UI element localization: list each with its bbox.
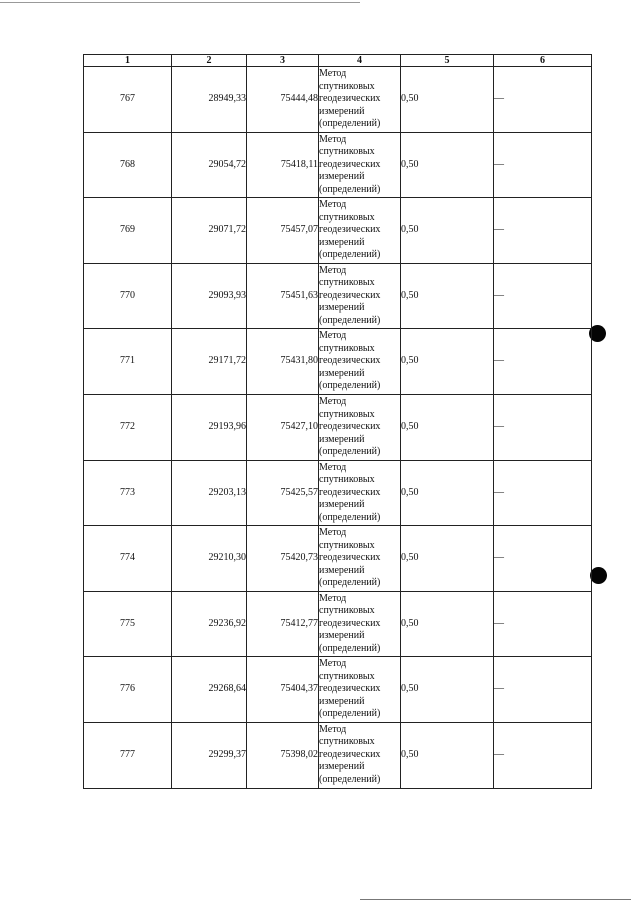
table-header-row: [84, 55, 592, 67]
x-coordinate-cell: 29093,93: [172, 263, 247, 329]
y-coordinate-cell: 75431,80: [247, 329, 319, 395]
note-cell: —: [494, 263, 592, 329]
method-cell: [319, 263, 401, 329]
method-cell: [319, 198, 401, 264]
point-number-cell: 770: [84, 263, 172, 329]
point-number-cell: 769: [84, 198, 172, 264]
method-text-line: (определений): [319, 773, 381, 785]
method-text-line: (определений): [319, 446, 381, 458]
column-header-6: 6: [494, 55, 592, 67]
x-coordinate-cell: 28949,33: [172, 67, 247, 133]
method-text-line: Метод: [319, 199, 347, 211]
method-text-line: спутниковых: [319, 474, 375, 486]
method-cell: [319, 67, 401, 133]
point-number-cell: 777: [84, 722, 172, 788]
accuracy-cell: 0,50: [401, 132, 494, 198]
table-body: [84, 67, 592, 789]
y-coordinate-cell: 75404,37: [247, 657, 319, 723]
coordinates-table: [83, 54, 592, 789]
point-number-cell: 775: [84, 591, 172, 657]
point-number-cell: 771: [84, 329, 172, 395]
method-text-line: Метод: [319, 396, 347, 408]
method-text-line: измерений: [319, 564, 365, 576]
method-text-line: Метод: [319, 592, 347, 604]
method-text-line: измерений: [319, 105, 365, 117]
method-text-line: измерений: [319, 433, 365, 445]
y-coordinate-cell: 75444,48: [247, 67, 319, 133]
y-coordinate-cell: 75427,10: [247, 394, 319, 460]
method-text-line: геодезических: [319, 748, 381, 760]
method-text-line: Метод: [319, 264, 347, 276]
method-text-line: геодезических: [319, 355, 381, 367]
point-number-cell: 772: [84, 394, 172, 460]
accuracy-cell: 0,50: [401, 722, 494, 788]
method-text-line: измерений: [319, 236, 365, 248]
x-coordinate-cell: 29071,72: [172, 198, 247, 264]
table-row: [84, 657, 592, 723]
note-cell: —: [494, 329, 592, 395]
method-text-line: измерений: [319, 171, 365, 183]
method-cell: [319, 591, 401, 657]
method-text-line: спутниковых: [319, 80, 375, 92]
method-text-line: (определений): [319, 118, 381, 130]
punch-hole-icon: [590, 567, 607, 584]
method-text-line: спутниковых: [319, 670, 375, 682]
accuracy-cell: 0,50: [401, 263, 494, 329]
method-text-line: (определений): [319, 577, 381, 589]
y-coordinate-cell: 75451,63: [247, 263, 319, 329]
method-text-line: измерений: [319, 630, 365, 642]
note-cell: —: [494, 132, 592, 198]
method-text-line: спутниковых: [319, 146, 375, 158]
method-text-line: геодезических: [319, 224, 381, 236]
method-text-line: (определений): [319, 642, 381, 654]
method-text-line: (определений): [319, 314, 381, 326]
method-text-line: спутниковых: [319, 408, 375, 420]
method-text-line: Метод: [319, 461, 347, 473]
method-text-line: геодезических: [319, 289, 381, 301]
note-cell: —: [494, 67, 592, 133]
method-text-line: спутниковых: [319, 211, 375, 223]
note-cell: —: [494, 526, 592, 592]
column-header-4: 4: [319, 55, 401, 67]
method-text-line: (определений): [319, 183, 381, 195]
table-row: [84, 526, 592, 592]
method-text-line: спутниковых: [319, 277, 375, 289]
table-row: [84, 394, 592, 460]
accuracy-cell: 0,50: [401, 329, 494, 395]
scan-edge-line-bottom: [360, 899, 631, 900]
note-cell: —: [494, 722, 592, 788]
method-text-line: геодезических: [319, 158, 381, 170]
method-text-line: Метод: [319, 658, 347, 670]
method-text-line: измерений: [319, 499, 365, 511]
accuracy-cell: 0,50: [401, 394, 494, 460]
y-coordinate-cell: 75420,73: [247, 526, 319, 592]
method-text-line: спутниковых: [319, 736, 375, 748]
method-text-line: Метод: [319, 133, 347, 145]
accuracy-cell: 0,50: [401, 67, 494, 133]
method-text-line: измерений: [319, 761, 365, 773]
table-row: [84, 591, 592, 657]
method-cell: [319, 657, 401, 723]
table-row: [84, 460, 592, 526]
accuracy-cell: 0,50: [401, 460, 494, 526]
method-text-line: измерений: [319, 302, 365, 314]
y-coordinate-cell: 75425,57: [247, 460, 319, 526]
method-text-line: спутниковых: [319, 605, 375, 617]
table-row: [84, 263, 592, 329]
x-coordinate-cell: 29299,37: [172, 722, 247, 788]
note-cell: —: [494, 657, 592, 723]
accuracy-cell: 0,50: [401, 591, 494, 657]
method-text-line: (определений): [319, 511, 381, 523]
method-cell: [319, 329, 401, 395]
method-text-line: Метод: [319, 527, 347, 539]
x-coordinate-cell: 29236,92: [172, 591, 247, 657]
x-coordinate-cell: 29203,13: [172, 460, 247, 526]
method-cell: [319, 722, 401, 788]
x-coordinate-cell: 29268,64: [172, 657, 247, 723]
point-number-cell: 776: [84, 657, 172, 723]
table-row: [84, 67, 592, 133]
method-cell: [319, 394, 401, 460]
method-text-line: Метод: [319, 723, 347, 735]
column-header-2: 2: [172, 55, 247, 67]
method-text-line: спутниковых: [319, 342, 375, 354]
accuracy-cell: 0,50: [401, 526, 494, 592]
method-text-line: (определений): [319, 380, 381, 392]
x-coordinate-cell: 29193,96: [172, 394, 247, 460]
column-header-5: 5: [401, 55, 494, 67]
method-text-line: геодезических: [319, 617, 381, 629]
point-number-cell: 768: [84, 132, 172, 198]
method-cell: [319, 526, 401, 592]
method-text-line: геодезических: [319, 93, 381, 105]
table-row: [84, 722, 592, 788]
method-text-line: (определений): [319, 708, 381, 720]
method-text-line: геодезических: [319, 486, 381, 498]
method-text-line: (определений): [319, 249, 381, 261]
x-coordinate-cell: 29054,72: [172, 132, 247, 198]
table-row: [84, 198, 592, 264]
method-text-line: измерений: [319, 367, 365, 379]
point-number-cell: 773: [84, 460, 172, 526]
y-coordinate-cell: 75398,02: [247, 722, 319, 788]
table-row: [84, 132, 592, 198]
method-text-line: спутниковых: [319, 539, 375, 551]
note-cell: —: [494, 591, 592, 657]
y-coordinate-cell: 75457,07: [247, 198, 319, 264]
scan-edge-line-top: [0, 2, 360, 3]
note-cell: —: [494, 460, 592, 526]
point-number-cell: 767: [84, 67, 172, 133]
method-cell: [319, 460, 401, 526]
method-text-line: геодезических: [319, 421, 381, 433]
column-header-3: 3: [247, 55, 319, 67]
y-coordinate-cell: 75412,77: [247, 591, 319, 657]
x-coordinate-cell: 29210,30: [172, 526, 247, 592]
y-coordinate-cell: 75418,11: [247, 132, 319, 198]
point-number-cell: 774: [84, 526, 172, 592]
method-text-line: геодезических: [319, 683, 381, 695]
note-cell: —: [494, 198, 592, 264]
x-coordinate-cell: 29171,72: [172, 329, 247, 395]
accuracy-cell: 0,50: [401, 657, 494, 723]
method-text-line: геодезических: [319, 552, 381, 564]
note-cell: —: [494, 394, 592, 460]
accuracy-cell: 0,50: [401, 198, 494, 264]
column-header-1: 1: [84, 55, 172, 67]
method-cell: [319, 132, 401, 198]
method-text-line: Метод: [319, 330, 347, 342]
table-row: [84, 329, 592, 395]
method-text-line: Метод: [319, 68, 347, 80]
method-text-line: измерений: [319, 695, 365, 707]
